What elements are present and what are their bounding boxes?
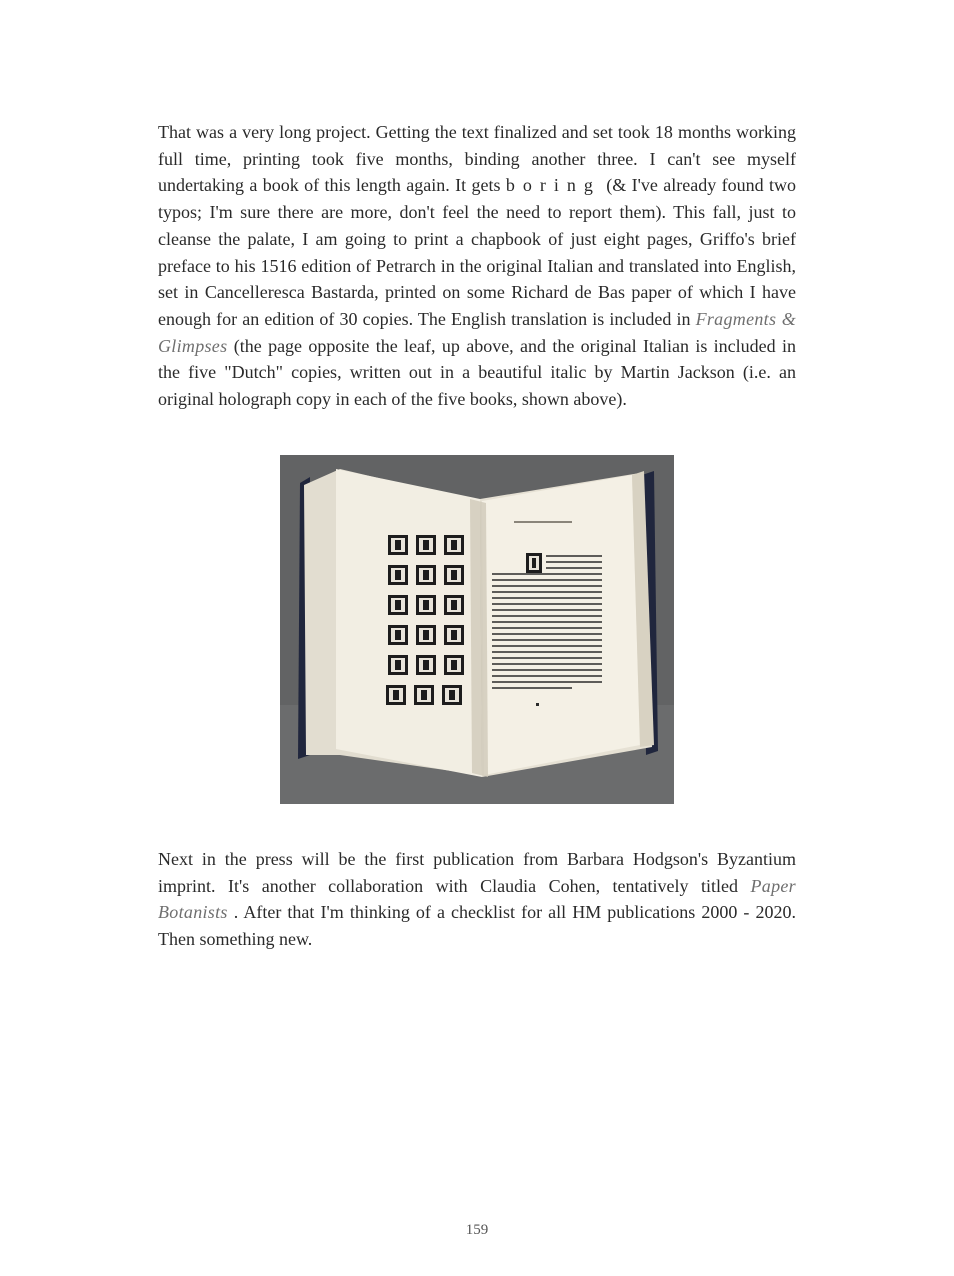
p2-text-a: Next in the press will be the first publication from Barbara Hodgson's Byzantium imprint. It's another collaboration with Claudia Cohen, tentatively titled [158,849,796,896]
book-title-paper-botanists: Paper Botanists [158,875,796,923]
p1-text-c: (the page opposite the leaf, up above, and the original Italian is included in the five "Dutch" copies, written out in a beautiful italic by Martin Jackson (i.e. an original holograph copy in each of the five books, shown above). [158,335,796,410]
p1-text-b: (& I've already found two typos; I'm sure there are more, don't feel the need to report them). This fall, just to cleanse the palate, I am going to print a chapbook of just eight pages, Griffo's brief preface to his 1516 edition of Petrarch in the original Italian and translated into English, set in Cancelleresca Bastarda, printed on some Richard de Bas paper of which I have enough for an edition of 30 copies. The English translation is included in [158,175,796,329]
p1-text-a: That was a very long project. Getting the text finalized and set took 18 months working full time, printing took five months, binding another three. I can't see myself undertaking a book of this length again. It gets [158,122,796,196]
book-title-fragments: Fragments & Glimpses [158,308,796,356]
paragraph-project [158,119,796,413]
p1-boring: boring [505,175,601,196]
open-book-photo [280,455,674,804]
paragraph-next [158,846,796,953]
p2-text-b: . After that I'm thinking of a checklist for all HM publications 2000 - 2020. Then something new. [158,902,796,950]
page-number: 159 [465,1222,489,1238]
